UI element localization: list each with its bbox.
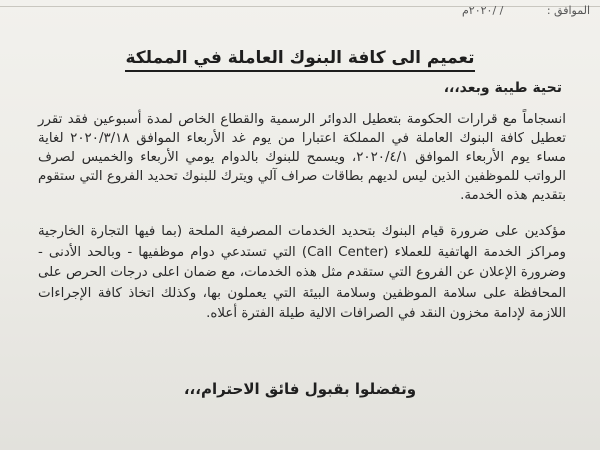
- date-line: [8, 4, 590, 17]
- document-title-text: تعميم الى كافة البنوك العاملة في المملكة: [125, 48, 474, 72]
- paragraph-2-part-1: مؤكدين على ضرورة قيام البنوك بتحديد الخدمات المصرفية الملحة (بما فيها التجارة الخارجية ومراكز الخدمة الهاتفية للعملاء: [38, 224, 566, 260]
- date-label: الموافق :: [546, 4, 590, 17]
- paragraph-1: انسجاماً مع قرارات الحكومة بتعطيل الدوائر الرسمية والقطاع الخاص لمدة أسبوعين فقد تقرر تعطيل كافة البنوك العاملة في المملكة اعتبارا من يوم غد الأربعاء الموافق ٢٠٢٠/٣/١٨ لغاية مساء يوم الأربعاء الموافق ٢٠٢٠/٤/١، ويسمح للبنوك بالدوام يومي الأربعاء والخميس لصرف الرواتب للموظفين الذين ليس لديهم بطاقات صراف آلي ويترك للبنوك تحديد الفروع التي ستقوم بتقديم هذه الخدمة.: [38, 112, 566, 203]
- paragraph-2: مؤكدين على ضرورة قيام البنوك بتحديد الخدمات المصرفية الملحة (بما فيها التجارة الخارجية ومراكز الخدمة الهاتفية للعملاء (Call Center) التي تستدعي دوام موظفيها - وبالحد الأدنى - وضرورة الإعلان عن الفروع التي ستقدم مثل هذه الخدمات، مع ضمان اعلى درجات الحرص على المحافظة على سلامة الموظفين وسلامة البيئة التي يعملون بها، وكذلك اتخاذ كافة الإجراءات اللازمة لإدامة مخزون النقد في الصرافات الالية طيلة الفترة أعلاه.: [38, 224, 566, 321]
- document-title: [0, 48, 600, 68]
- date-value: / /٢٠٢٠م: [461, 4, 504, 17]
- greeting: تحية طيبة وبعد،،،: [443, 80, 562, 96]
- call-center-text: Call Center: [307, 244, 384, 260]
- closing-line: وتفضلوا بقبول فائق الاحترام،،،: [183, 380, 417, 398]
- paragraph-2-part-2: ) التي تستدعي دوام موظفيها - وبالحد الأدنى - وضرورة الإعلان عن الفروع التي ستقدم مثل هذه الخدمات، مع ضمان اعلى درجات الحرص على المحافظة على سلامة الموظفين وسلامة البيئة التي يعملون بها، وكذلك اتخاذ كافة الإجراءات اللازمة لإدامة مخزون النقد في الصرافات الالية طيلة الفترة أعلاه.: [38, 244, 566, 321]
